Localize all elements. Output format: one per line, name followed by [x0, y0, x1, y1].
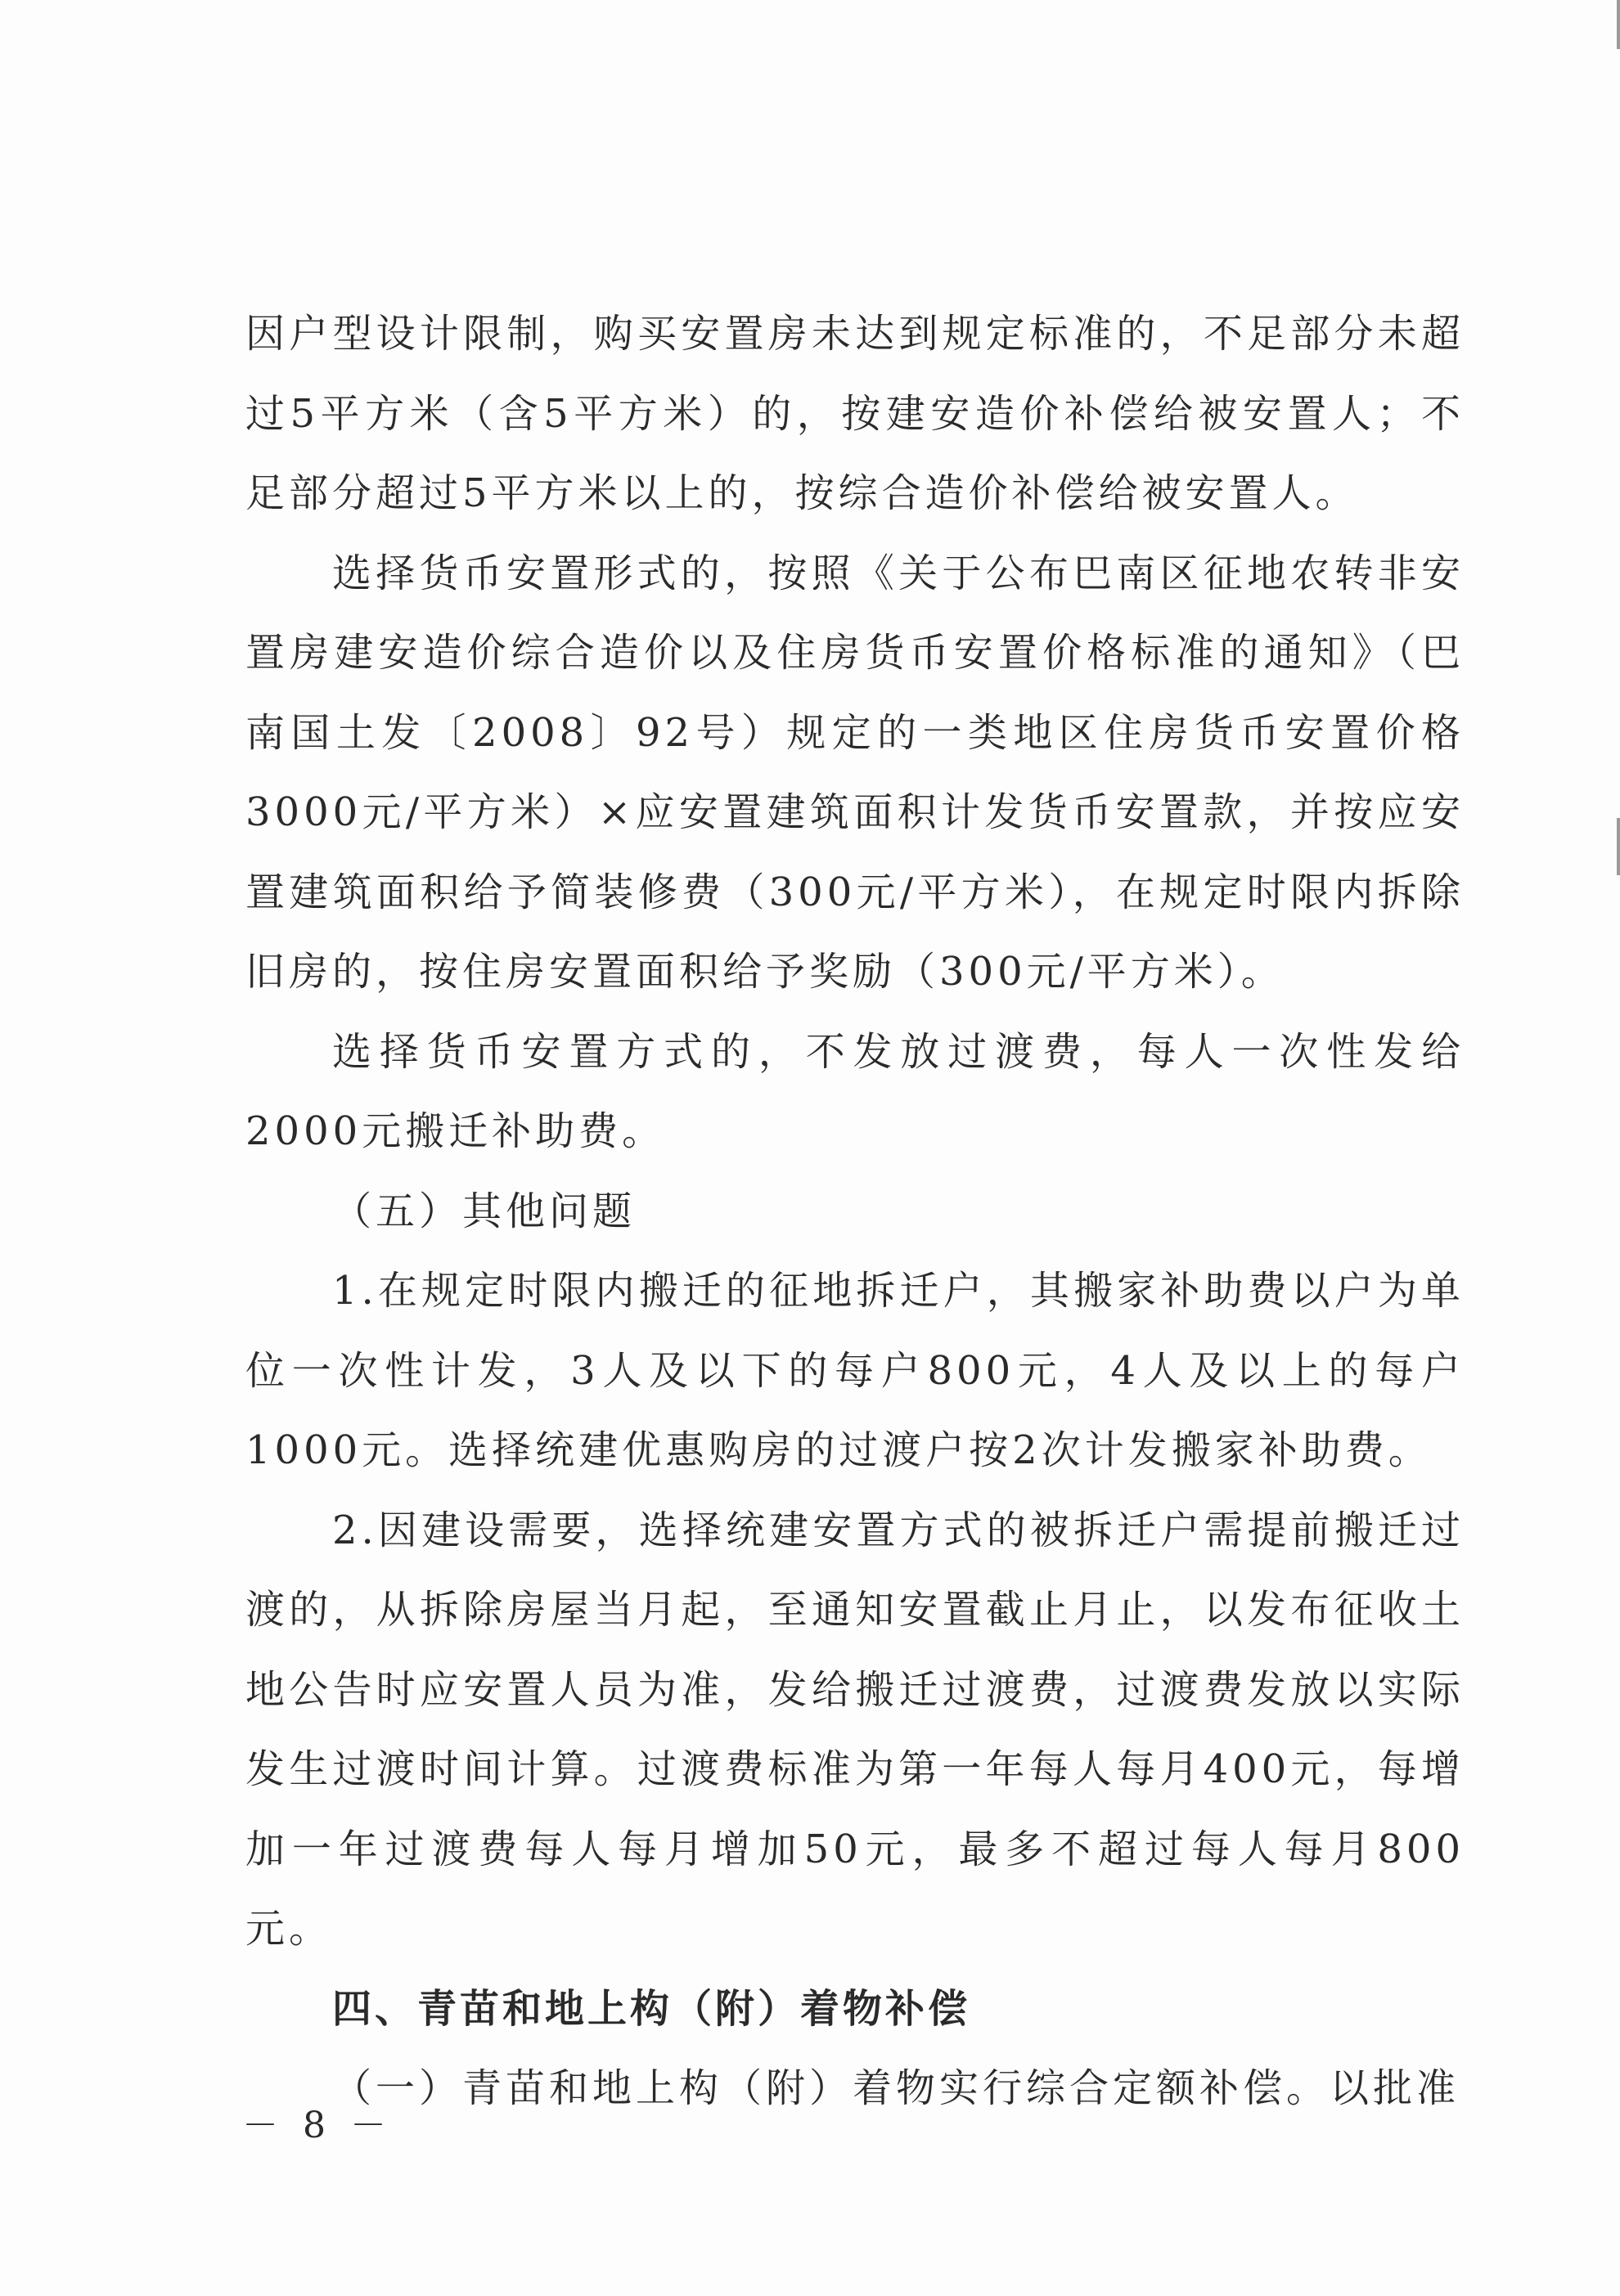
paragraph-item-2: 2.因建设需要，选择统建安置方式的被拆迁户需提前搬迁过渡的，从拆除房屋当月起，至通知安置截止月止，以发布征收土地公告时应安置人员为准，发给搬迁过渡费，过渡费发放以实际发生过渡时间计算。过渡费标准为第一年每人每月400元，每增加一年过渡费每人每月增加50元，最多不超过每人每月800元。	[245, 1507, 1465, 1952]
scan-edge-mark	[1617, 818, 1620, 875]
body-text	[245, 294, 1465, 2129]
section-heading-crops-compensation: 四、青苗和地上构（附）着物补偿	[332, 1985, 971, 2032]
paragraph-continuation: 因户型设计限制，购买安置房未达到规定标准的，不足部分未超过5平方米（含5平方米）的，按建安造价补偿给被安置人；不足部分超过5平方米以上的，按综合造价补偿给被安置人。	[245, 311, 1465, 516]
paragraph-crops-subsection-1: （一）青苗和地上构（附）着物实行综合定额补偿。以批准	[332, 2065, 1460, 2111]
paragraph-relocation-subsidy: 选择货币安置方式的，不发放过渡费，每人一次性发给2000元搬迁补助费。	[245, 1028, 1465, 1154]
section-heading-other-issues: （五）其他问题	[332, 1188, 637, 1234]
scan-edge-mark	[1617, 0, 1620, 49]
paragraph-item-1: 1.在规定时限内搬迁的征地拆迁户，其搬家补助费以户为单位一次性计发，3人及以下的每户800元，4人及以上的每户1000元。选择统建优惠购房的过渡户按2次计发搬家补助费。	[245, 1268, 1465, 1473]
page-number: － 8 －	[242, 2105, 393, 2146]
paragraph-monetary-resettlement: 选择货币安置形式的，按照《关于公布巴南区征地农转非安置房建安造价综合造价以及住房货币安置价格标准的通知》（巴南国土发〔2008〕92号）规定的一类地区住房货币安置价格3000元/平方米）×应安置建筑面积计发货币安置款，并按应安置建筑面积给予简装修费（300元/平方米），在规定时限内拆除旧房的，按住房安置面积给予奖励（300元/平方米）。	[245, 550, 1465, 995]
